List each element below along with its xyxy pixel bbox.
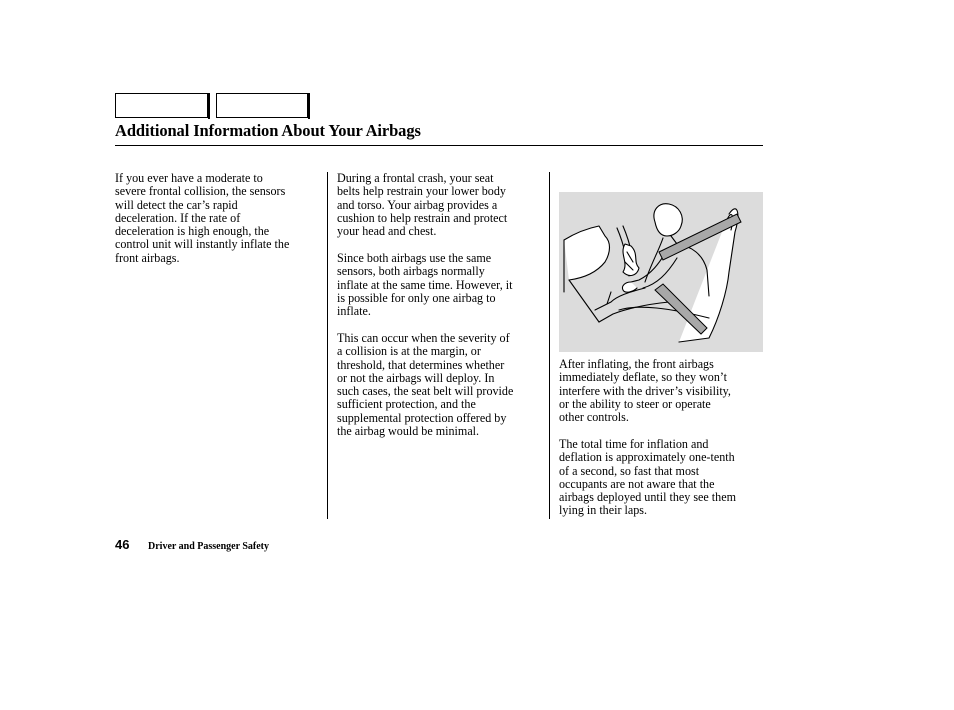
column-2-paragraph-1: During a frontal crash, your seat belts help restrain your lower body and torso. Your airbag provides a cushion to help restrain and protect your head and chest. xyxy=(337,171,508,239)
driver-airbag-deflated-icon xyxy=(559,192,763,352)
airbag-illustration xyxy=(559,192,763,352)
page-number: 46 xyxy=(115,537,130,552)
column-2-paragraph-3: This can occur when the severity of a collision is at the margin, or threshold, that determines whether or not the airbags will deploy. In such cases, the seat belt will provide sufficient protection, and the supplemental protection offered by the airbag would be minimal. xyxy=(337,331,514,439)
column-2-paragraph-2: Since both airbags use the same sensors, both airbags normally inflate at the same time. However, it is possible for only one airbag to inflate. xyxy=(337,251,513,319)
page-title: Additional Information About Your Airbags xyxy=(115,121,421,140)
column-3-paragraph-2: The total time for inflation and deflation is approximately one-tenth of a second, so fast that most occupants are not aware that the airbags deployed until they see them lying in their laps. xyxy=(559,437,736,518)
column-1-paragraph: If you ever have a moderate to severe frontal collision, the sensors will detect the car’s rapid deceleration. If the rate of deceleration is high enough, the control unit will instantly inflate the front airbags. xyxy=(115,171,290,265)
header-tab-box-left xyxy=(115,93,208,118)
title-rule xyxy=(115,145,763,146)
column-divider-1 xyxy=(327,172,328,519)
column-3-paragraph-1: After inflating, the front airbags immediately deflate, so they won’t interfere with the driver’s visibility, or the ability to steer or operate other controls. xyxy=(559,357,731,425)
header-tab-box-right xyxy=(216,93,308,118)
column-divider-2 xyxy=(549,172,550,519)
section-title: Driver and Passenger Safety xyxy=(148,541,270,552)
